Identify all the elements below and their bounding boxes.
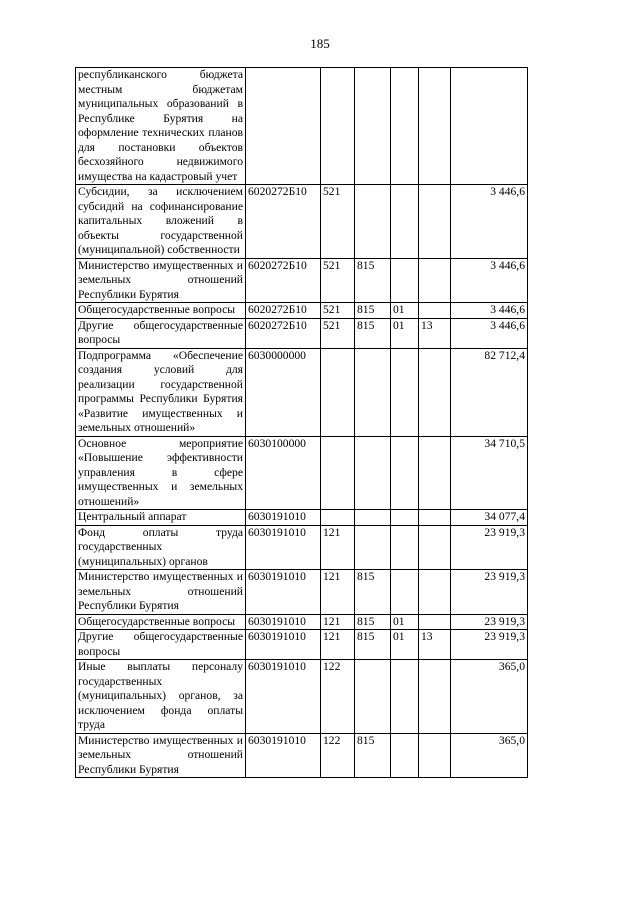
target-code-cell: 6020272Б10 (246, 185, 321, 259)
expense-type-cell (321, 68, 355, 185)
table-row (76, 68, 528, 185)
administrator-cell (355, 660, 391, 734)
table-row (76, 525, 528, 570)
expense-type-cell (321, 436, 355, 510)
section-cell (391, 185, 419, 259)
section-cell (391, 258, 419, 303)
amount-cell: 23 919,3 (451, 630, 528, 660)
expense-type-cell (321, 348, 355, 436)
item-name-cell: Другие общегосударственные вопросы (76, 318, 246, 348)
section-cell (391, 525, 419, 570)
item-name-cell: Другие общегосударственные вопросы (76, 630, 246, 660)
administrator-cell (355, 68, 391, 185)
table-row (76, 348, 528, 436)
amount-cell: 34 077,4 (451, 510, 528, 526)
subsection-cell (419, 570, 451, 615)
amount-cell: 34 710,5 (451, 436, 528, 510)
table-row (76, 510, 528, 526)
subsection-cell (419, 660, 451, 734)
item-name-cell: Общегосударственные вопросы (76, 303, 246, 319)
target-code-cell: 6030191010 (246, 570, 321, 615)
target-code-cell: 6020272Б10 (246, 258, 321, 303)
subsection-cell (419, 68, 451, 185)
table-row (76, 436, 528, 510)
target-code-cell: 6030191010 (246, 614, 321, 630)
subsection-cell: 13 (419, 318, 451, 348)
target-code-cell: 6020272Б10 (246, 318, 321, 348)
subsection-cell (419, 510, 451, 526)
section-cell (391, 68, 419, 185)
table-row (76, 185, 528, 259)
section-cell: 01 (391, 630, 419, 660)
amount-cell: 82 712,4 (451, 348, 528, 436)
target-code-cell: 6030191010 (246, 525, 321, 570)
subsection-cell (419, 185, 451, 259)
table-row (76, 630, 528, 660)
administrator-cell: 815 (355, 303, 391, 319)
table-row (76, 614, 528, 630)
item-name-cell: Субсидии, за исключением субсидий на софинансирование капитальных вложений в объекты государственной (муниципальной) собственности (76, 185, 246, 259)
subsection-cell (419, 614, 451, 630)
target-code-cell: 6030191010 (246, 660, 321, 734)
expense-type-cell (321, 510, 355, 526)
subsection-cell (419, 525, 451, 570)
amount-cell: 365,0 (451, 733, 528, 778)
item-name-cell: Центральный аппарат (76, 510, 246, 526)
item-name-cell: Министерство имущественных и земельных отношений Республики Бурятия (76, 733, 246, 778)
administrator-cell (355, 348, 391, 436)
target-code-cell: 6030191010 (246, 510, 321, 526)
item-name-cell: Подпрограмма «Обеспечение создания условий для реализации государственной программы Республики Бурятия «Развитие имущественных и земельных отношений» (76, 348, 246, 436)
administrator-cell (355, 185, 391, 259)
administrator-cell (355, 436, 391, 510)
target-code-cell: 6030000000 (246, 348, 321, 436)
item-name-cell: Фонд оплаты труда государственных (муниципальных) органов (76, 525, 246, 570)
table-row (76, 258, 528, 303)
section-cell (391, 436, 419, 510)
subsection-cell (419, 436, 451, 510)
target-code-cell: 6020272Б10 (246, 303, 321, 319)
budget-table-body (76, 68, 528, 778)
amount-cell: 3 446,6 (451, 258, 528, 303)
administrator-cell: 815 (355, 630, 391, 660)
expense-type-cell: 121 (321, 630, 355, 660)
section-cell (391, 348, 419, 436)
expense-type-cell: 121 (321, 525, 355, 570)
item-name-cell: Основное мероприятие «Повышение эффективности управления в сфере имущественных и земельных отношений» (76, 436, 246, 510)
target-code-cell: 6030191010 (246, 733, 321, 778)
expense-type-cell: 521 (321, 258, 355, 303)
expense-type-cell: 521 (321, 318, 355, 348)
section-cell: 01 (391, 303, 419, 319)
expense-type-cell: 122 (321, 733, 355, 778)
page-number: 185 (310, 36, 330, 51)
expense-type-cell: 521 (321, 185, 355, 259)
subsection-cell (419, 348, 451, 436)
amount-cell (451, 68, 528, 185)
administrator-cell: 815 (355, 258, 391, 303)
section-cell (391, 733, 419, 778)
table-row (76, 303, 528, 319)
subsection-cell (419, 733, 451, 778)
target-code-cell: 6030191010 (246, 630, 321, 660)
amount-cell: 23 919,3 (451, 570, 528, 615)
administrator-cell: 815 (355, 614, 391, 630)
item-name-cell: Иные выплаты персоналу государственных (муниципальных) органов, за исключением фонда оплаты труда (76, 660, 246, 734)
administrator-cell: 815 (355, 570, 391, 615)
item-name-cell: Общегосударственные вопросы (76, 614, 246, 630)
amount-cell: 23 919,3 (451, 614, 528, 630)
table-row (76, 318, 528, 348)
item-name-cell: Министерство имущественных и земельных отношений Республики Бурятия (76, 258, 246, 303)
section-cell (391, 510, 419, 526)
item-name-cell: республиканского бюджета местным бюджетам муниципальных образований в Республике Бурятия на оформление технических планов для постановки объектов бесхозяйного недвижимого имущества на кадастровый учет (76, 68, 246, 185)
administrator-cell: 815 (355, 733, 391, 778)
table-row (76, 570, 528, 615)
administrator-cell (355, 525, 391, 570)
expense-type-cell: 521 (321, 303, 355, 319)
amount-cell: 3 446,6 (451, 303, 528, 319)
target-code-cell (246, 68, 321, 185)
table-row (76, 733, 528, 778)
subsection-cell (419, 303, 451, 319)
amount-cell: 3 446,6 (451, 185, 528, 259)
administrator-cell (355, 510, 391, 526)
target-code-cell: 6030100000 (246, 436, 321, 510)
expense-type-cell: 122 (321, 660, 355, 734)
subsection-cell (419, 258, 451, 303)
item-name-cell: Министерство имущественных и земельных отношений Республики Бурятия (76, 570, 246, 615)
budget-table (75, 67, 528, 778)
amount-cell: 365,0 (451, 660, 528, 734)
expense-type-cell: 121 (321, 570, 355, 615)
section-cell (391, 660, 419, 734)
table-row (76, 660, 528, 734)
section-cell: 01 (391, 318, 419, 348)
section-cell (391, 570, 419, 615)
amount-cell: 3 446,6 (451, 318, 528, 348)
section-cell: 01 (391, 614, 419, 630)
subsection-cell: 13 (419, 630, 451, 660)
expense-type-cell: 121 (321, 614, 355, 630)
administrator-cell: 815 (355, 318, 391, 348)
amount-cell: 23 919,3 (451, 525, 528, 570)
